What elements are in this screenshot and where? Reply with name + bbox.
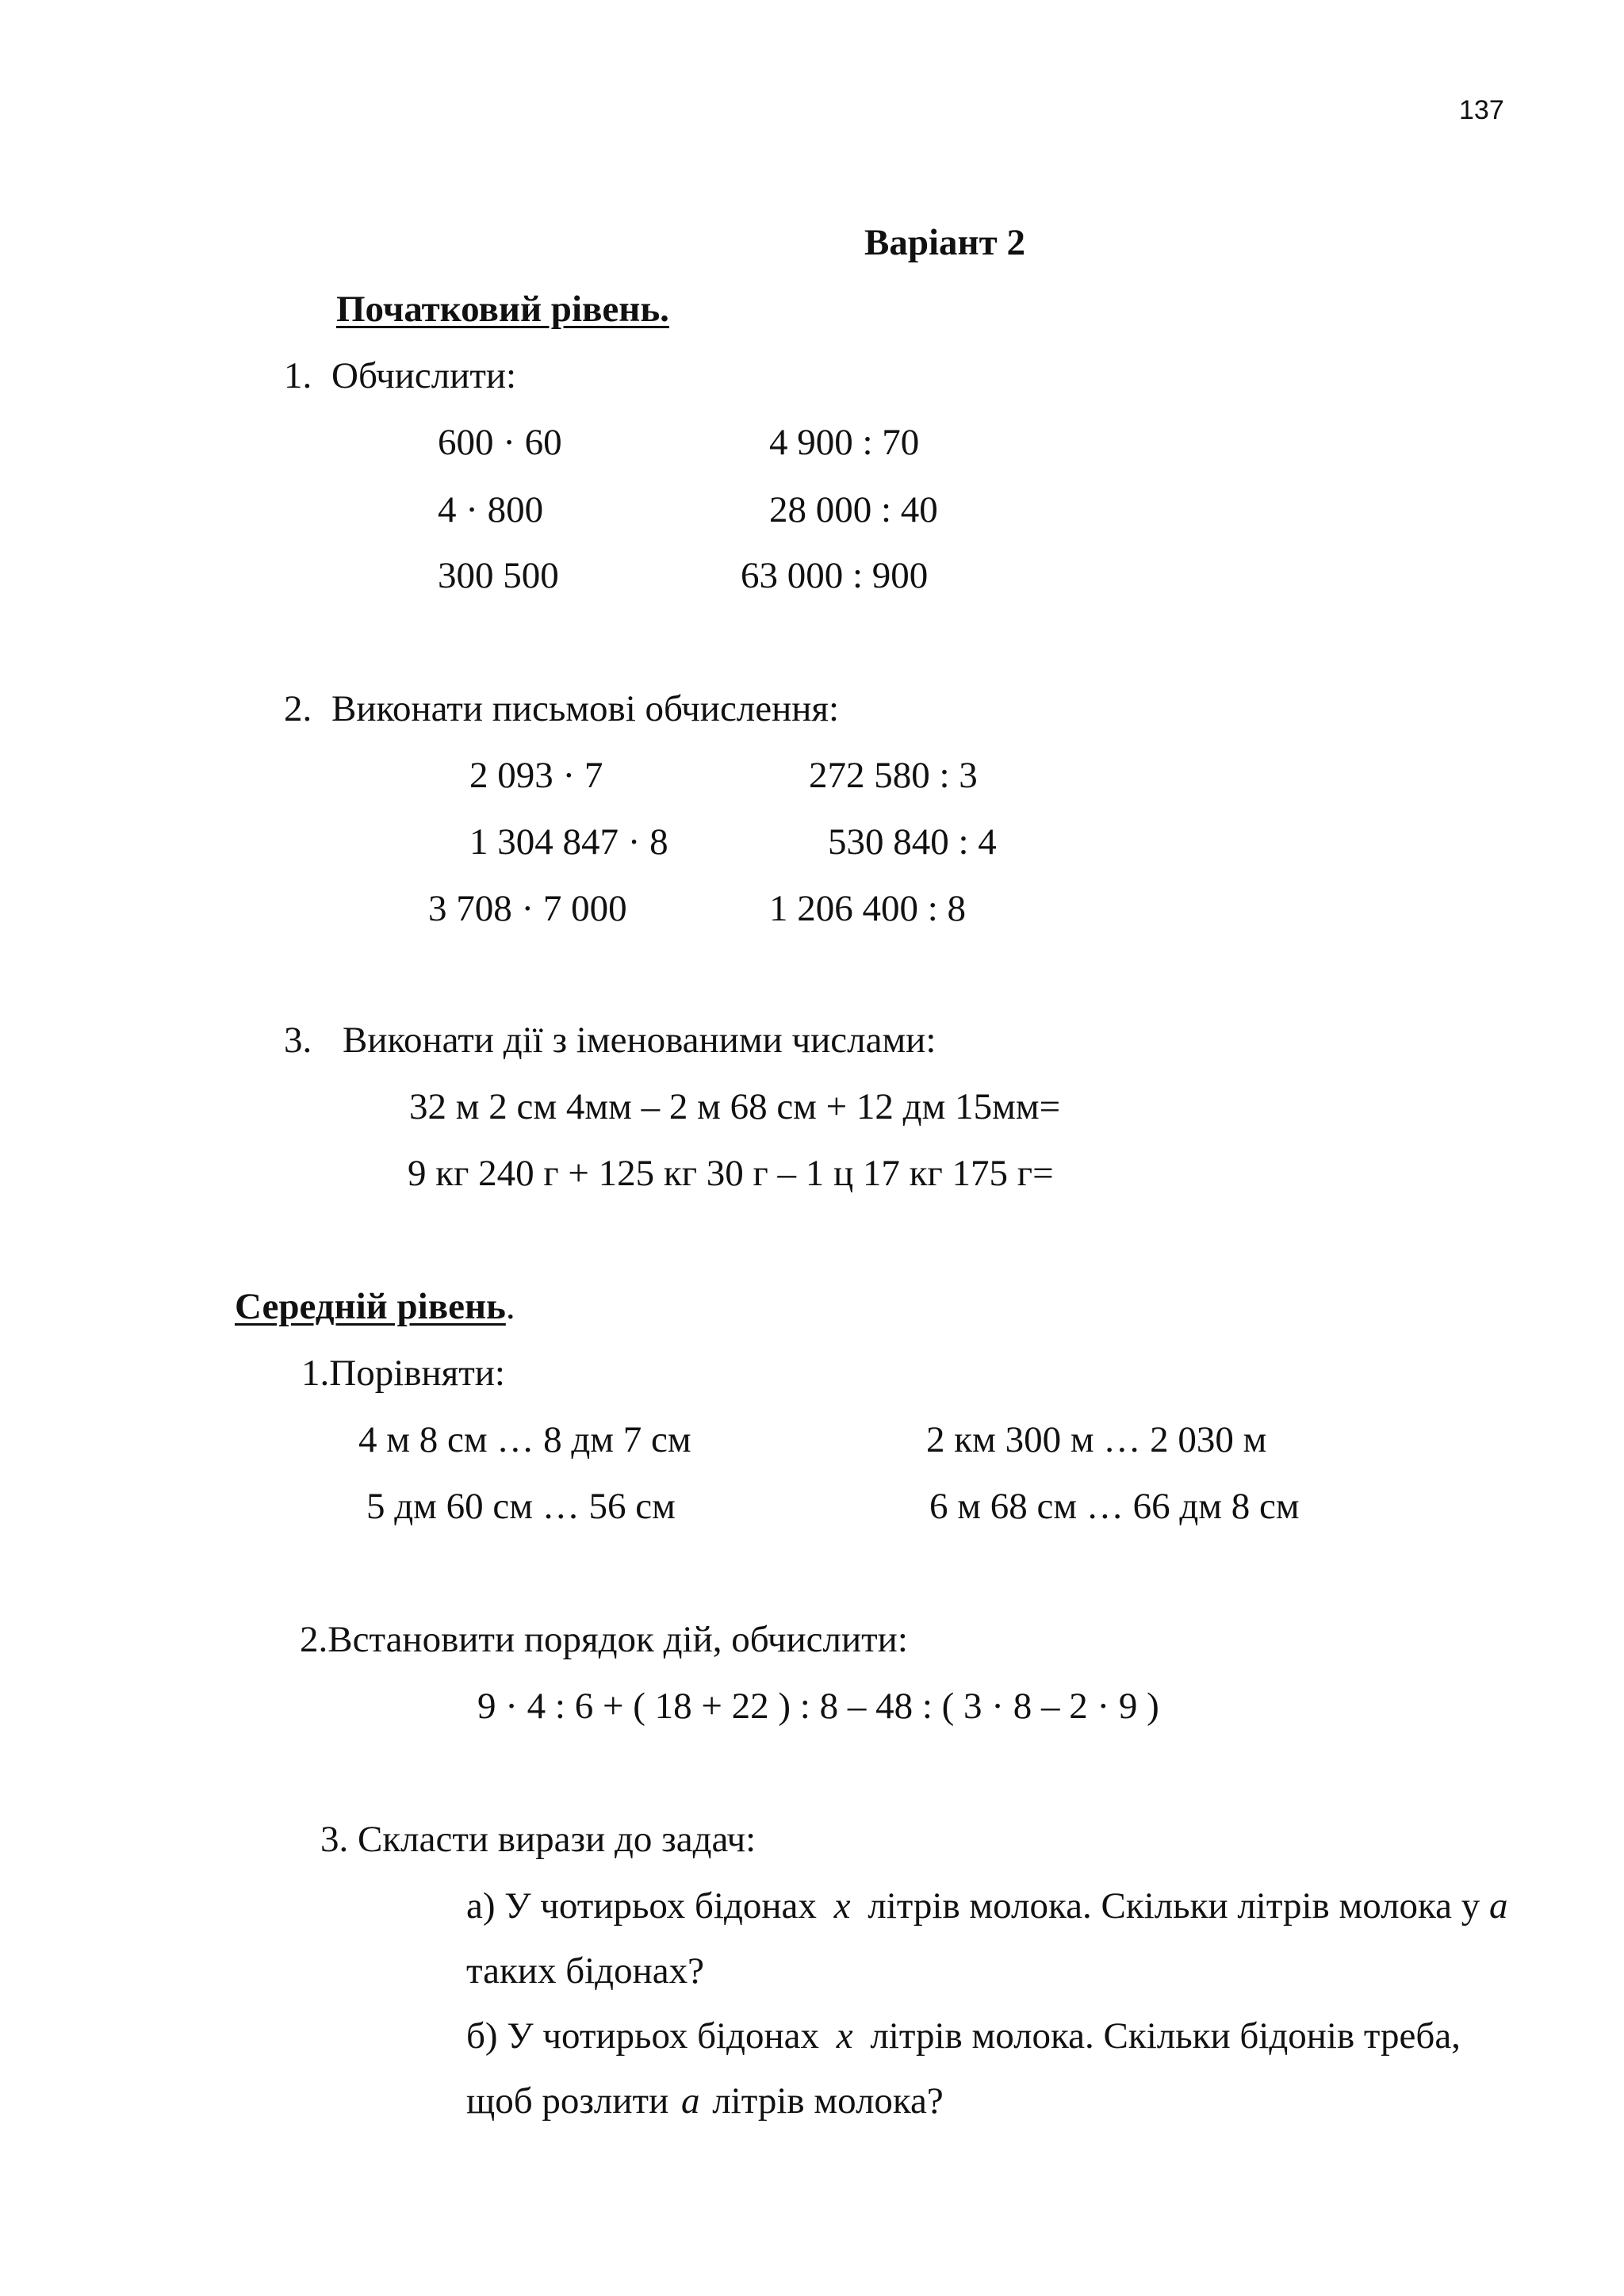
problem-a-text-1: а) У чотирьох бідонах: [466, 1885, 817, 1927]
problem-a-line2: таких бідонах?: [466, 1950, 704, 1992]
middle-level-heading-text: Середній рівень: [235, 1286, 506, 1327]
problem-b-text-4: літрів молока?: [712, 2080, 944, 2122]
mid-task3-title: 3. Скласти вирази до задач:: [320, 1819, 756, 1860]
task1-row3-left: 300 500: [438, 555, 559, 596]
mid-task1-title: 1.Порівняти:: [301, 1353, 505, 1394]
mid-task2-expression: 9 · 4 : 6 + ( 18 + 22 ) : 8 – 48 : ( 3 · 8 – 2 · 9 ): [477, 1686, 1159, 1727]
task2-row1-right: 272 580 : 3: [809, 755, 978, 796]
task1-title: Обчислити:: [331, 355, 517, 396]
problem-b-text-3: щоб розлити: [466, 2080, 669, 2122]
task2-title: Виконати письмові обчислення:: [331, 688, 840, 729]
problem-a-line1: [466, 1884, 1508, 1928]
mid-task1-row1-left: 4 м 8 см … 8 дм 7 см: [358, 1419, 691, 1460]
task1-row1-left: 600 · 60: [438, 422, 562, 463]
initial-level-heading: Початковий рівень.: [336, 289, 669, 330]
task3-number: 3.: [284, 1020, 312, 1061]
task3-title: Виконати дії з іменованими числами:: [343, 1020, 936, 1061]
problem-b-line1: [466, 2014, 1461, 2058]
task1-row3-right: 63 000 : 900: [741, 555, 929, 596]
task1-number: 1.: [284, 355, 312, 396]
task2-row3-right: 1 206 400 : 8: [769, 888, 967, 929]
task3-expression-1: 32 м 2 см 4мм – 2 м 68 см + 12 дм 15мм=: [409, 1086, 1061, 1127]
task3-expression-2: 9 кг 240 г + 125 кг 30 г – 1 ц 17 кг 175 г=: [408, 1153, 1054, 1194]
variant-title: Варіант 2: [864, 222, 1025, 263]
task1-row2-left: 4 · 800: [438, 489, 544, 530]
task1-row1-right: 4 900 : 70: [769, 422, 920, 463]
mid-task2-title: 2.Встановити порядок дій, обчислити:: [300, 1619, 908, 1660]
variable-a: a: [680, 2080, 700, 2122]
mid-task1-row2-right: 6 м 68 см … 66 дм 8 см: [929, 1486, 1300, 1527]
variable-x: x: [836, 2015, 853, 2057]
variable-x: x: [833, 1885, 851, 1927]
mid-task1-row2-left: 5 дм 60 см … 56 см: [366, 1486, 676, 1527]
page-number: 137: [1459, 95, 1504, 125]
task1-row2-right: 28 000 : 40: [769, 489, 938, 530]
problem-b-line2: [466, 2079, 944, 2123]
task2-row1-left: 2 093 · 7: [469, 755, 603, 796]
task2-row2-right: 530 840 : 4: [828, 821, 997, 863]
middle-level-heading: [235, 1284, 515, 1329]
middle-level-heading-tail: .: [505, 1286, 515, 1327]
task2-row3-left: 3 708 · 7 000: [428, 888, 627, 929]
problem-b-text-2: літрів молока. Скільки бідонів треба,: [870, 2015, 1461, 2057]
variable-a: a: [1489, 1885, 1508, 1927]
task2-number: 2.: [284, 688, 312, 729]
task2-row2-left: 1 304 847 · 8: [469, 821, 668, 863]
mid-task1-row1-right: 2 км 300 м … 2 030 м: [926, 1419, 1267, 1460]
problem-a-text-2: літрів молока. Скільки літрів молока у: [868, 1885, 1480, 1927]
problem-b-text-1: б) У чотирьох бідонах: [466, 2015, 819, 2057]
